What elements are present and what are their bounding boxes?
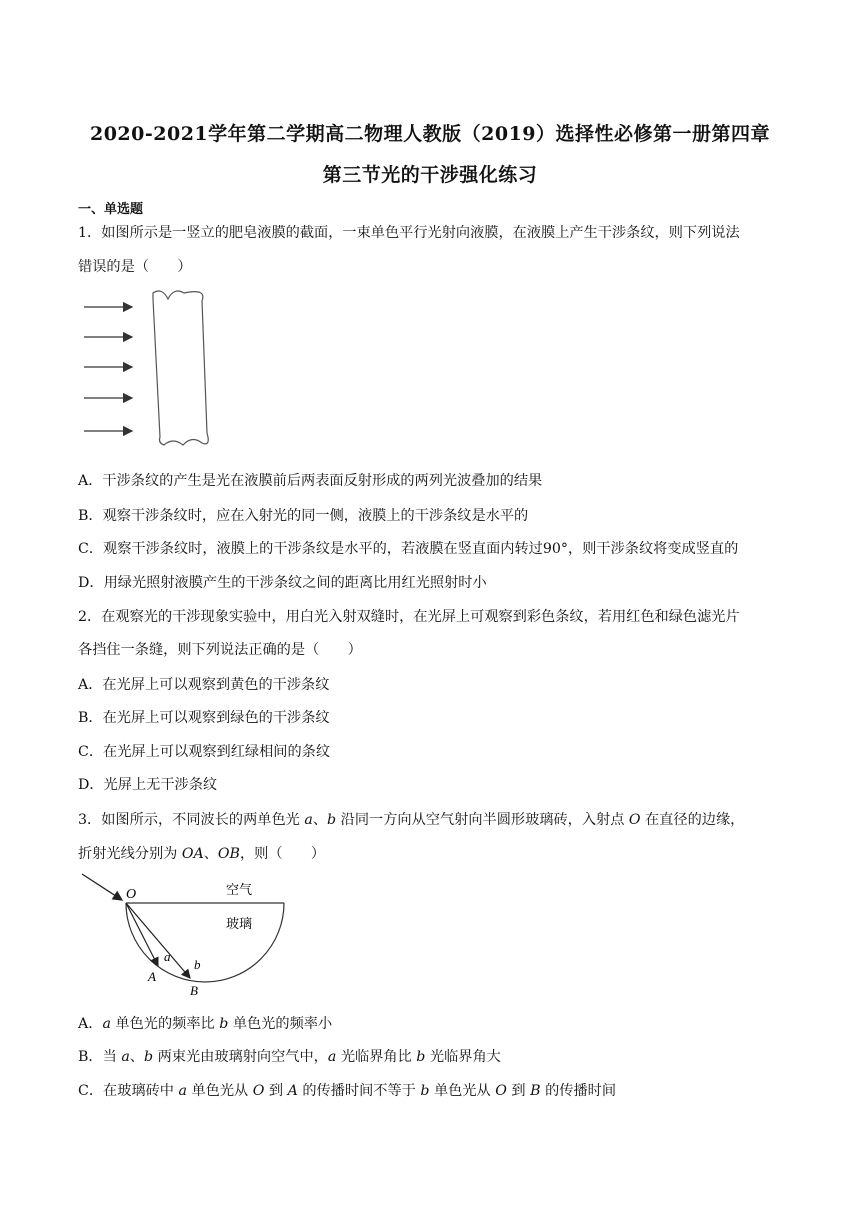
incident-ray <box>82 874 122 900</box>
label-air: 空气 <box>226 883 253 898</box>
q2-option-a: A．在光屏上可以观察到黄色的干涉条纹 <box>78 677 330 693</box>
label-b: b <box>194 957 201 972</box>
q3-stem-line1: 3．如图所示，不同波长的两单色光 a、b 沿同一方向从空气射向半圆形玻璃砖，入射点 O 在直径的边缘， <box>78 812 745 828</box>
q1-option-d: D．用绿光照射液膜产生的干涉条纹之间的距离比用红光照射时小 <box>78 575 487 591</box>
q2-option-d: D．光屏上无干涉条纹 <box>78 777 218 793</box>
q3-stem-line2: 折射光线分别为 OA、OB，则（ ） <box>78 846 326 862</box>
doc-title-line1: 2020-2021学年第二学期高二物理人教版（2019）选择性必修第一册第四章 <box>89 123 771 145</box>
q1-stem-line2: 错误的是（ ） <box>78 259 192 275</box>
label-A: A <box>148 969 156 984</box>
section-heading: 一、单选题 <box>78 202 144 217</box>
q3-option-c: C．在玻璃砖中 a 单色光从 O 到 A 的传播时间不等于 b 单色光从 O 到 B 的传播时间 <box>78 1083 617 1099</box>
soap-film-figure <box>80 285 220 450</box>
label-glass: 玻璃 <box>226 917 253 932</box>
label-O: O <box>126 887 137 902</box>
doc-title-line2: 第三节光的干涉强化练习 <box>322 164 538 186</box>
q3-option-a: A．a 单色光的频率比 b 单色光的频率小 <box>78 1016 333 1032</box>
soap-film-outline <box>153 291 208 445</box>
label-B: B <box>190 983 198 998</box>
q2-stem-line2: 各挡住一条缝，则下列说法正确的是（ ） <box>78 642 362 658</box>
q1-option-b: B．观察干涉条纹时，应在入射光的同一侧，液膜上的干涉条纹是水平的 <box>78 508 529 524</box>
q1-stem-line1: 1．如图所示是一竖立的肥皂液膜的截面，一束单色平行光射向液膜，在液膜上产生干涉条纹，则下列说法 <box>78 225 740 241</box>
q2-option-b: B．在光屏上可以观察到绿色的干涉条纹 <box>78 710 330 726</box>
q1-option-a: A．干涉条纹的产生是光在液膜前后两表面反射形成的两列光波叠加的结果 <box>78 473 543 489</box>
label-a: a <box>164 949 171 964</box>
q1-option-c: C．观察干涉条纹时，液膜上的干涉条纹是水平的，若液膜在竖直面内转过90°，则干涉条纹将变成竖直的 <box>78 541 739 557</box>
q2-option-c: C．在光屏上可以观察到红绿相间的条纹 <box>78 744 331 760</box>
q2-stem-line1: 2．在观察光的干涉现象实验中，用白光入射双缝时，在光屏上可观察到彩色条纹，若用红色和绿色滤光片 <box>78 609 740 625</box>
incident-light-arrows <box>84 307 132 431</box>
semicircle-glass-figure <box>78 870 293 1000</box>
q3-option-b: B．当 a、b 两束光由玻璃射向空气中，a 光临界角比 b 光临界角大 <box>78 1049 501 1065</box>
